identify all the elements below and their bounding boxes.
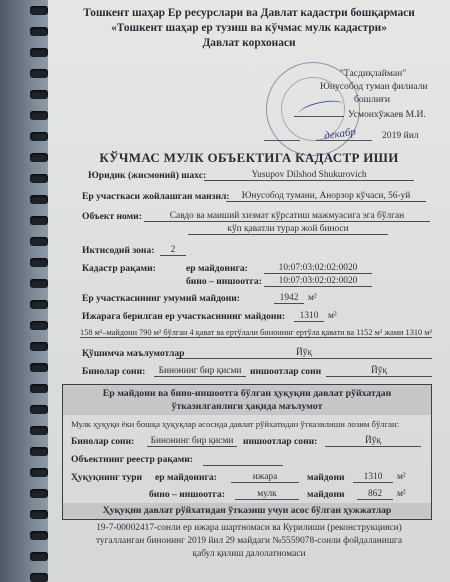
binder-ring: [30, 216, 48, 225]
lease-area-label: Ижарага берилган ер участкасининг майдони:: [82, 311, 286, 322]
cadastre-label: Кадастр рақами:: [82, 263, 156, 274]
cadastre-land-value: 10:07:03:02:02:0020: [264, 263, 372, 274]
object-value-line-1: Савдо ва маиший хизмат кўрсатиш мажмуасига эга бўлган: [144, 211, 430, 222]
right-type-label: Ҳуқуқнинг тури: [71, 472, 143, 483]
binder-ring: [30, 195, 48, 204]
object-value-line-2: кўп қаватли турар жой биноси: [188, 224, 388, 235]
approval-signer: Усмонхўжаев М.И.: [348, 109, 426, 120]
owner-label: Юридик (жисмоний) шахс:: [88, 170, 207, 181]
approval-org-role: бошлиғи: [354, 94, 391, 105]
cadastre-building-value: 10:07:03:02:02:0020: [264, 276, 372, 287]
cadastre-building-label: бино – иншоотга:: [186, 276, 262, 287]
buildings-label: Бинолар сони:: [82, 366, 146, 377]
basis-doc-line-2: тугалланган бинонинг 2019 йил 29 майдаги №5559078-сонли фойдаланишга: [95, 536, 403, 546]
registration-title-1: Ер майдони ва бино-иншоотга бўлган ҳуқуқни давлат рўйхатдан: [102, 388, 392, 399]
binder-ring: [30, 174, 48, 183]
binder-ring: [30, 510, 48, 519]
right-building-area-unit: м²: [397, 489, 406, 499]
binder-ring: [30, 153, 48, 162]
basis-doc-line-3: қабул қилиш далолатномаси: [192, 549, 306, 559]
total-area-label: Ер участкасининг умумий майдони:: [82, 293, 240, 304]
binder-ring: [30, 132, 48, 141]
header-line-1: Тошкент шаҳар Ер ресурслари ва Давлат кадастри бошқармаси: [83, 7, 415, 19]
binder-ring: [30, 531, 48, 540]
extra-info-label: Қўшимча маълумотлар: [82, 348, 185, 359]
document-title: КЎЧМАС МУЛК ОБЪЕКТИГА КАДАСТР ИШИ: [99, 150, 399, 165]
total-area-value: 1942: [274, 293, 304, 304]
basis-docs-title: Ҳуқуқни давлат рўйхатидан ўтказиш учун асос бўлган ҳужжатлар: [102, 505, 392, 516]
right-building-area-label: майдони: [307, 489, 345, 500]
date-month-line: [316, 140, 372, 141]
binder-ring: [30, 447, 48, 456]
registration-box: [62, 384, 432, 520]
binder-ring: [30, 300, 48, 309]
lease-area-value: 1310: [294, 311, 324, 322]
binder-ring: [30, 90, 48, 99]
box-buildings-value: Бинонинг бир қисми: [147, 436, 237, 447]
binder-ring: [30, 405, 48, 414]
binder-ring: [30, 111, 48, 120]
date-year: 2019 йил: [382, 130, 419, 141]
binder-ring: [30, 552, 48, 561]
box-buildings-label: Бинолар сони:: [71, 436, 135, 447]
binder-ring: [30, 384, 48, 393]
header-line-3: Давлат корхонаси: [202, 37, 296, 49]
binder-ring: [30, 426, 48, 435]
binder-ring: [30, 489, 48, 498]
binder-ring: [30, 342, 48, 351]
binder-ring: [30, 48, 48, 57]
cadastre-land-label: ер майдонига:: [186, 263, 248, 274]
right-building-label: бино – иншоотга:: [149, 489, 225, 500]
binder-ring: [30, 573, 48, 582]
binder-ring: [30, 27, 48, 36]
binder-ring: [30, 258, 48, 267]
right-land-label: ер майдонига:: [155, 472, 217, 483]
right-land-area-unit: м²: [397, 472, 406, 482]
document-page: [48, 0, 450, 582]
approval-org: Юнусобод туман филиали: [320, 81, 428, 92]
box-structures-label: иншоотлар сони:: [243, 436, 318, 447]
registration-intro: Мулк ҳуқуқи ёки бошқа ҳуқуқлар асосида давлат рўйхатидан ўтказилиши лозим бўлган:: [71, 419, 400, 429]
header-line-2: «Тошкент шаҳар ер тузиш ва кўчмас мулк кадастри»: [111, 22, 387, 34]
right-land-area-value: 1310: [353, 472, 393, 483]
box-structures-value: Йўқ: [325, 436, 421, 447]
basis-doc-line-1: 19-7-00002417-сонли ер ижара шартномаси ва Курилиши (реконструкцияси): [96, 523, 402, 533]
structures-label: иншоотлар сони: [250, 366, 322, 377]
object-label: Объект номи:: [82, 211, 142, 222]
right-building-area-value: 862: [357, 489, 393, 500]
registration-title-2: ўтказилганлиги ҳақида маълумот: [171, 401, 323, 412]
binder-ring: [30, 6, 48, 15]
right-land-area-label: майдони: [307, 472, 345, 483]
owner-value: Yusupov Dilshod Shukurovich: [204, 170, 414, 181]
structures-value: Йўқ: [326, 366, 432, 377]
right-building-type: мулк: [235, 489, 299, 500]
right-land-type: ижара: [231, 472, 299, 483]
buildings-value: Бинонинг бир қисми: [154, 366, 246, 377]
lease-area-unit: м²: [328, 311, 337, 321]
address-label: Ер участкаси жойлашган манзил:: [82, 191, 230, 202]
binder-ring: [30, 69, 48, 78]
registry-value: [203, 454, 283, 466]
total-area-unit: м²: [308, 293, 317, 303]
binder-ring: [30, 237, 48, 246]
extra-info-value: Йўқ: [176, 348, 432, 359]
binder-ring: [30, 363, 48, 372]
zone-value: 2: [160, 245, 186, 256]
zone-label: Иктисодий зона:: [82, 245, 155, 256]
binder-ring: [30, 279, 48, 288]
address-value: Юнусобод тумани, Анорзор кўчаси, 56-уй: [226, 191, 426, 202]
date-day-line: [264, 140, 300, 141]
registry-label: Объектнинг реестр рақами:: [71, 454, 193, 465]
binder-ring: [30, 321, 48, 330]
date-month: декабр: [323, 125, 357, 143]
area-note: 158 м²–майдони 790 м² бўлган 4 қават ва ертўлали бинонинг ертўла қавати ва 1152 м² жами 1310 м²: [80, 328, 432, 337]
binder-ring: [30, 468, 48, 477]
approval-title: "Тасдиқлайман": [340, 68, 407, 79]
